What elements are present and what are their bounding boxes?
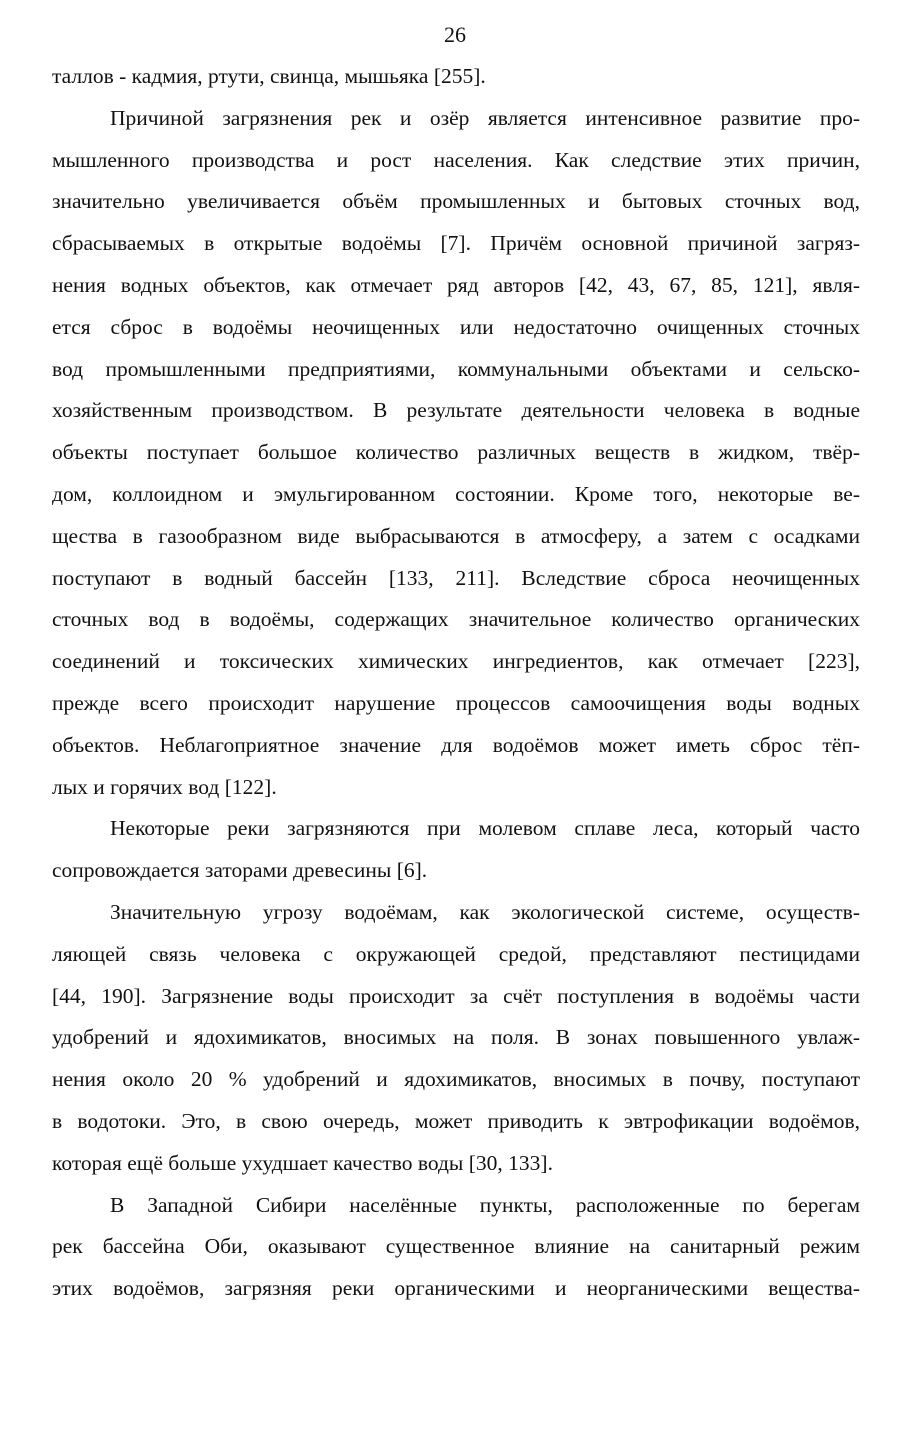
text-line: прежде всего происходит нарушение процессов самоочищения воды водных xyxy=(52,690,860,715)
text-line: таллов - кадмия, ртути, свинца, мышьяка [255]. xyxy=(52,64,486,88)
text-line: щества в газообразном виде выбрасываются в атмосферу, а затем с осадками xyxy=(52,523,860,548)
page-number: 26 xyxy=(444,22,466,47)
text-line: сопровождается заторами древесины [6]. xyxy=(52,858,428,883)
text-line: В Западной Сибири населённые пункты, расположенные по берегам xyxy=(110,1192,860,1217)
text-line: вод промышленными предприятиями, коммунальными объектами и сельско- xyxy=(52,356,860,381)
text-line: поступают в водный бассейн [133, 211]. Вследствие сброса неочищенных xyxy=(52,565,860,590)
text-line: ется сброс в водоёмы неочищенных или недостаточно очищенных сточных xyxy=(52,314,860,339)
text-line: дом, коллоидном и эмульгированном состоянии. Кроме того, некоторые ве- xyxy=(52,481,860,506)
text-line: в водотоки. Это, в свою очередь, может приводить к эвтрофикации водоёмов, xyxy=(52,1108,860,1133)
text-line: лых и горячих вод [122]. xyxy=(52,774,277,799)
text-line: нения около 20 % удобрений и ядохимикатов, вносимых в почву, поступают xyxy=(52,1067,860,1092)
body-text xyxy=(52,56,860,1310)
text-line: Значительную угрозу водоёмам, как экологической системе, осуществ- xyxy=(110,899,860,924)
text-line: сбрасываемых в открытые водоёмы [7]. Причём основной причиной загряз- xyxy=(52,231,860,256)
text-line: ляющей связь человека с окружающей средой, представляют пестицидами xyxy=(52,941,860,966)
text-line: значительно увеличивается объём промышленных и бытовых сточных вод, xyxy=(52,189,860,214)
text-line: соединений и токсических химических ингредиентов, как отмечает [223], xyxy=(52,649,860,674)
text-line: удобрений и ядохимикатов, вносимых на поля. В зонах повышенного увлаж- xyxy=(52,1025,860,1050)
text-line: объекты поступает большое количество различных веществ в жидком, твёр- xyxy=(52,440,860,465)
text-line: которая ещё больше ухудшает качество воды [30, 133]. xyxy=(52,1150,553,1175)
text-line: этих водоёмов, загрязняя реки органическими и неорганическими вещества- xyxy=(52,1276,860,1301)
text-line: нения водных объектов, как отмечает ряд авторов [42, 43, 67, 85, 121], явля- xyxy=(52,272,860,297)
text-line: мышленного производства и рост населения. Как следствие этих причин, xyxy=(52,147,860,172)
text-line: хозяйственным производством. В результате деятельности человека в водные xyxy=(52,398,860,423)
text-line: рек бассейна Оби, оказывают существенное влияние на санитарный режим xyxy=(52,1234,860,1259)
text-line: сточных вод в водоёмы, содержащих значительное количество органических xyxy=(52,607,860,632)
text-line: Некоторые реки загрязняются при молевом сплаве леса, который часто xyxy=(110,816,860,841)
text-line: объектов. Неблагоприятное значение для водоёмов может иметь сброс тёп- xyxy=(52,732,860,757)
text-line: [44, 190]. Загрязнение воды происходит за счёт поступления в водоёмы части xyxy=(52,983,860,1008)
text-line: Причиной загрязнения рек и озёр является интенсивное развитие про- xyxy=(110,105,860,130)
